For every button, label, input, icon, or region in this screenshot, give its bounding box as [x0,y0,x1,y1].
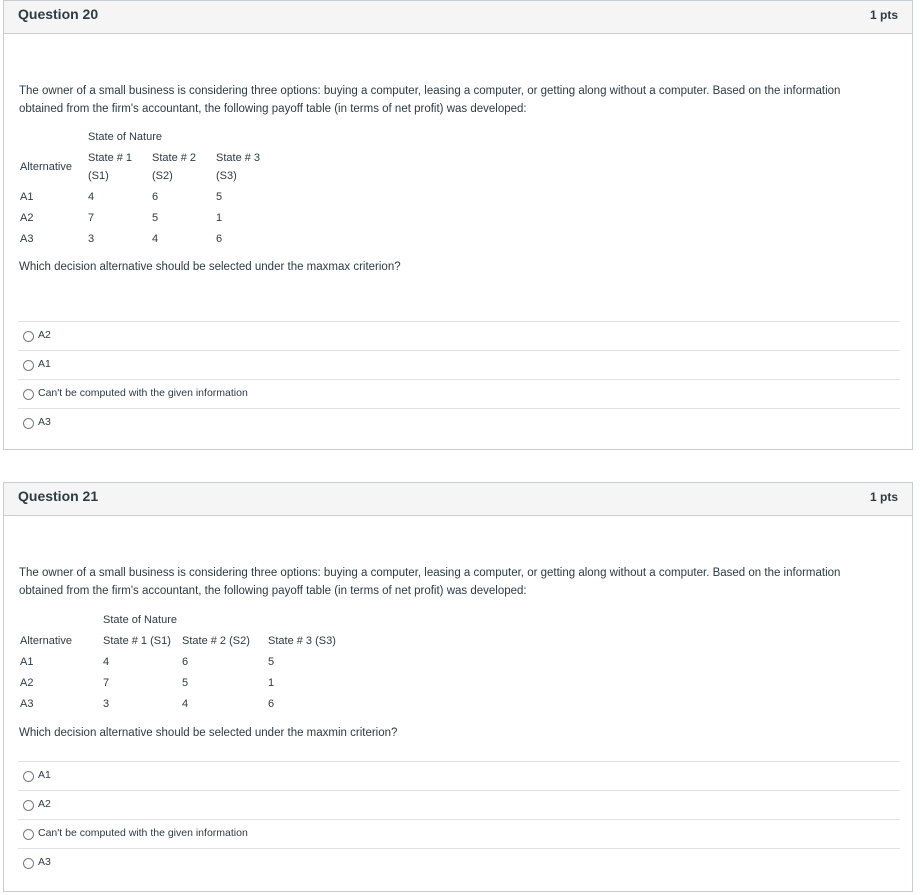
row-s1: 4 [103,656,110,668]
col1-sub: (S1) [88,170,109,182]
row-s1: 7 [88,212,95,224]
col2-header: State # 2 [152,152,197,164]
question-header [4,483,912,516]
radio-button[interactable] [23,389,34,400]
radio-button[interactable] [23,800,34,811]
question-prompt: The owner of a small business is considering three options: buying a computer, leasing a computer, or getting along without a computer. Based on the information obtained from the firm's accountant, the following payoff table (in terms of net profit) was developed: [19,85,841,115]
state-of-nature-header: State of Nature [88,131,162,143]
col3-header: State # 3 (S3) [268,635,336,647]
row-s1: 3 [88,233,95,245]
row-s1: 3 [103,698,110,710]
answer-label: A2 [38,329,51,341]
row-s2: 4 [152,233,159,245]
answer-label: A1 [38,358,51,370]
row-s3: 6 [268,698,275,710]
question-points: 1 pts [869,490,898,504]
radio-button[interactable] [23,771,34,782]
answer-label: A3 [38,856,51,868]
question-text: Which decision alternative should be selected under the maxmin criterion? [19,727,398,739]
row-s1: 7 [103,677,110,689]
question-text: Which decision alternative should be selected under the maxmax criterion? [19,261,401,273]
radio-button[interactable] [23,360,34,371]
row-alt: A1 [20,656,34,668]
col2-sub: (S2) [152,170,173,182]
question-header [4,1,912,34]
answer-option[interactable] [18,379,900,408]
col1-header: State # 1 [88,152,133,164]
col3-sub: (S3) [216,170,237,182]
row-alt: A2 [20,677,34,689]
row-s3: 1 [216,212,223,224]
alternative-header: Alternative [20,161,72,173]
question-points: 1 pts [869,8,898,22]
row-s3: 6 [216,233,223,245]
question-prompt: The owner of a small business is considering three options: buying a computer, leasing a computer, or getting along without a computer. Based on the information obtained from the firm's accountant, the following payoff table (in terms of net profit) was developed: [19,567,841,597]
question-21 [3,482,913,892]
question-20 [3,0,913,450]
alternative-header: Alternative [20,635,72,647]
question-title: Question 20 [18,6,99,22]
radio-button[interactable] [23,858,34,869]
answer-label: A3 [38,416,51,428]
row-alt: A1 [20,191,34,203]
row-s2: 4 [182,698,189,710]
radio-button[interactable] [23,331,34,342]
answer-option[interactable] [18,761,900,790]
answer-option[interactable] [18,819,900,848]
row-alt: A3 [20,233,34,245]
row-s3: 1 [268,677,275,689]
col3-header: State # 3 [216,152,261,164]
answer-label: A2 [38,798,51,810]
answer-label: A1 [38,769,51,781]
answer-option[interactable] [18,321,900,350]
answer-option[interactable] [18,790,900,819]
col2-header: State # 2 (S2) [182,635,250,647]
answer-option[interactable] [18,350,900,379]
radio-button[interactable] [23,418,34,429]
row-s2: 5 [152,212,159,224]
row-s2: 6 [182,656,189,668]
row-s2: 6 [152,191,159,203]
row-s1: 4 [88,191,95,203]
answer-list [18,761,900,877]
state-of-nature-header: State of Nature [103,614,177,626]
col1-header: State # 1 (S1) [103,635,171,647]
radio-button[interactable] [23,829,34,840]
answer-option[interactable] [18,848,900,877]
answer-label: Can't be computed with the given information [38,387,248,399]
answer-label: Can't be computed with the given information [38,827,248,839]
row-s3: 5 [216,191,223,203]
row-s3: 5 [268,656,275,668]
row-alt: A2 [20,212,34,224]
question-title: Question 21 [18,488,99,504]
row-alt: A3 [20,698,34,710]
answer-list [18,321,900,437]
answer-option[interactable] [18,408,900,437]
row-s2: 5 [182,677,189,689]
